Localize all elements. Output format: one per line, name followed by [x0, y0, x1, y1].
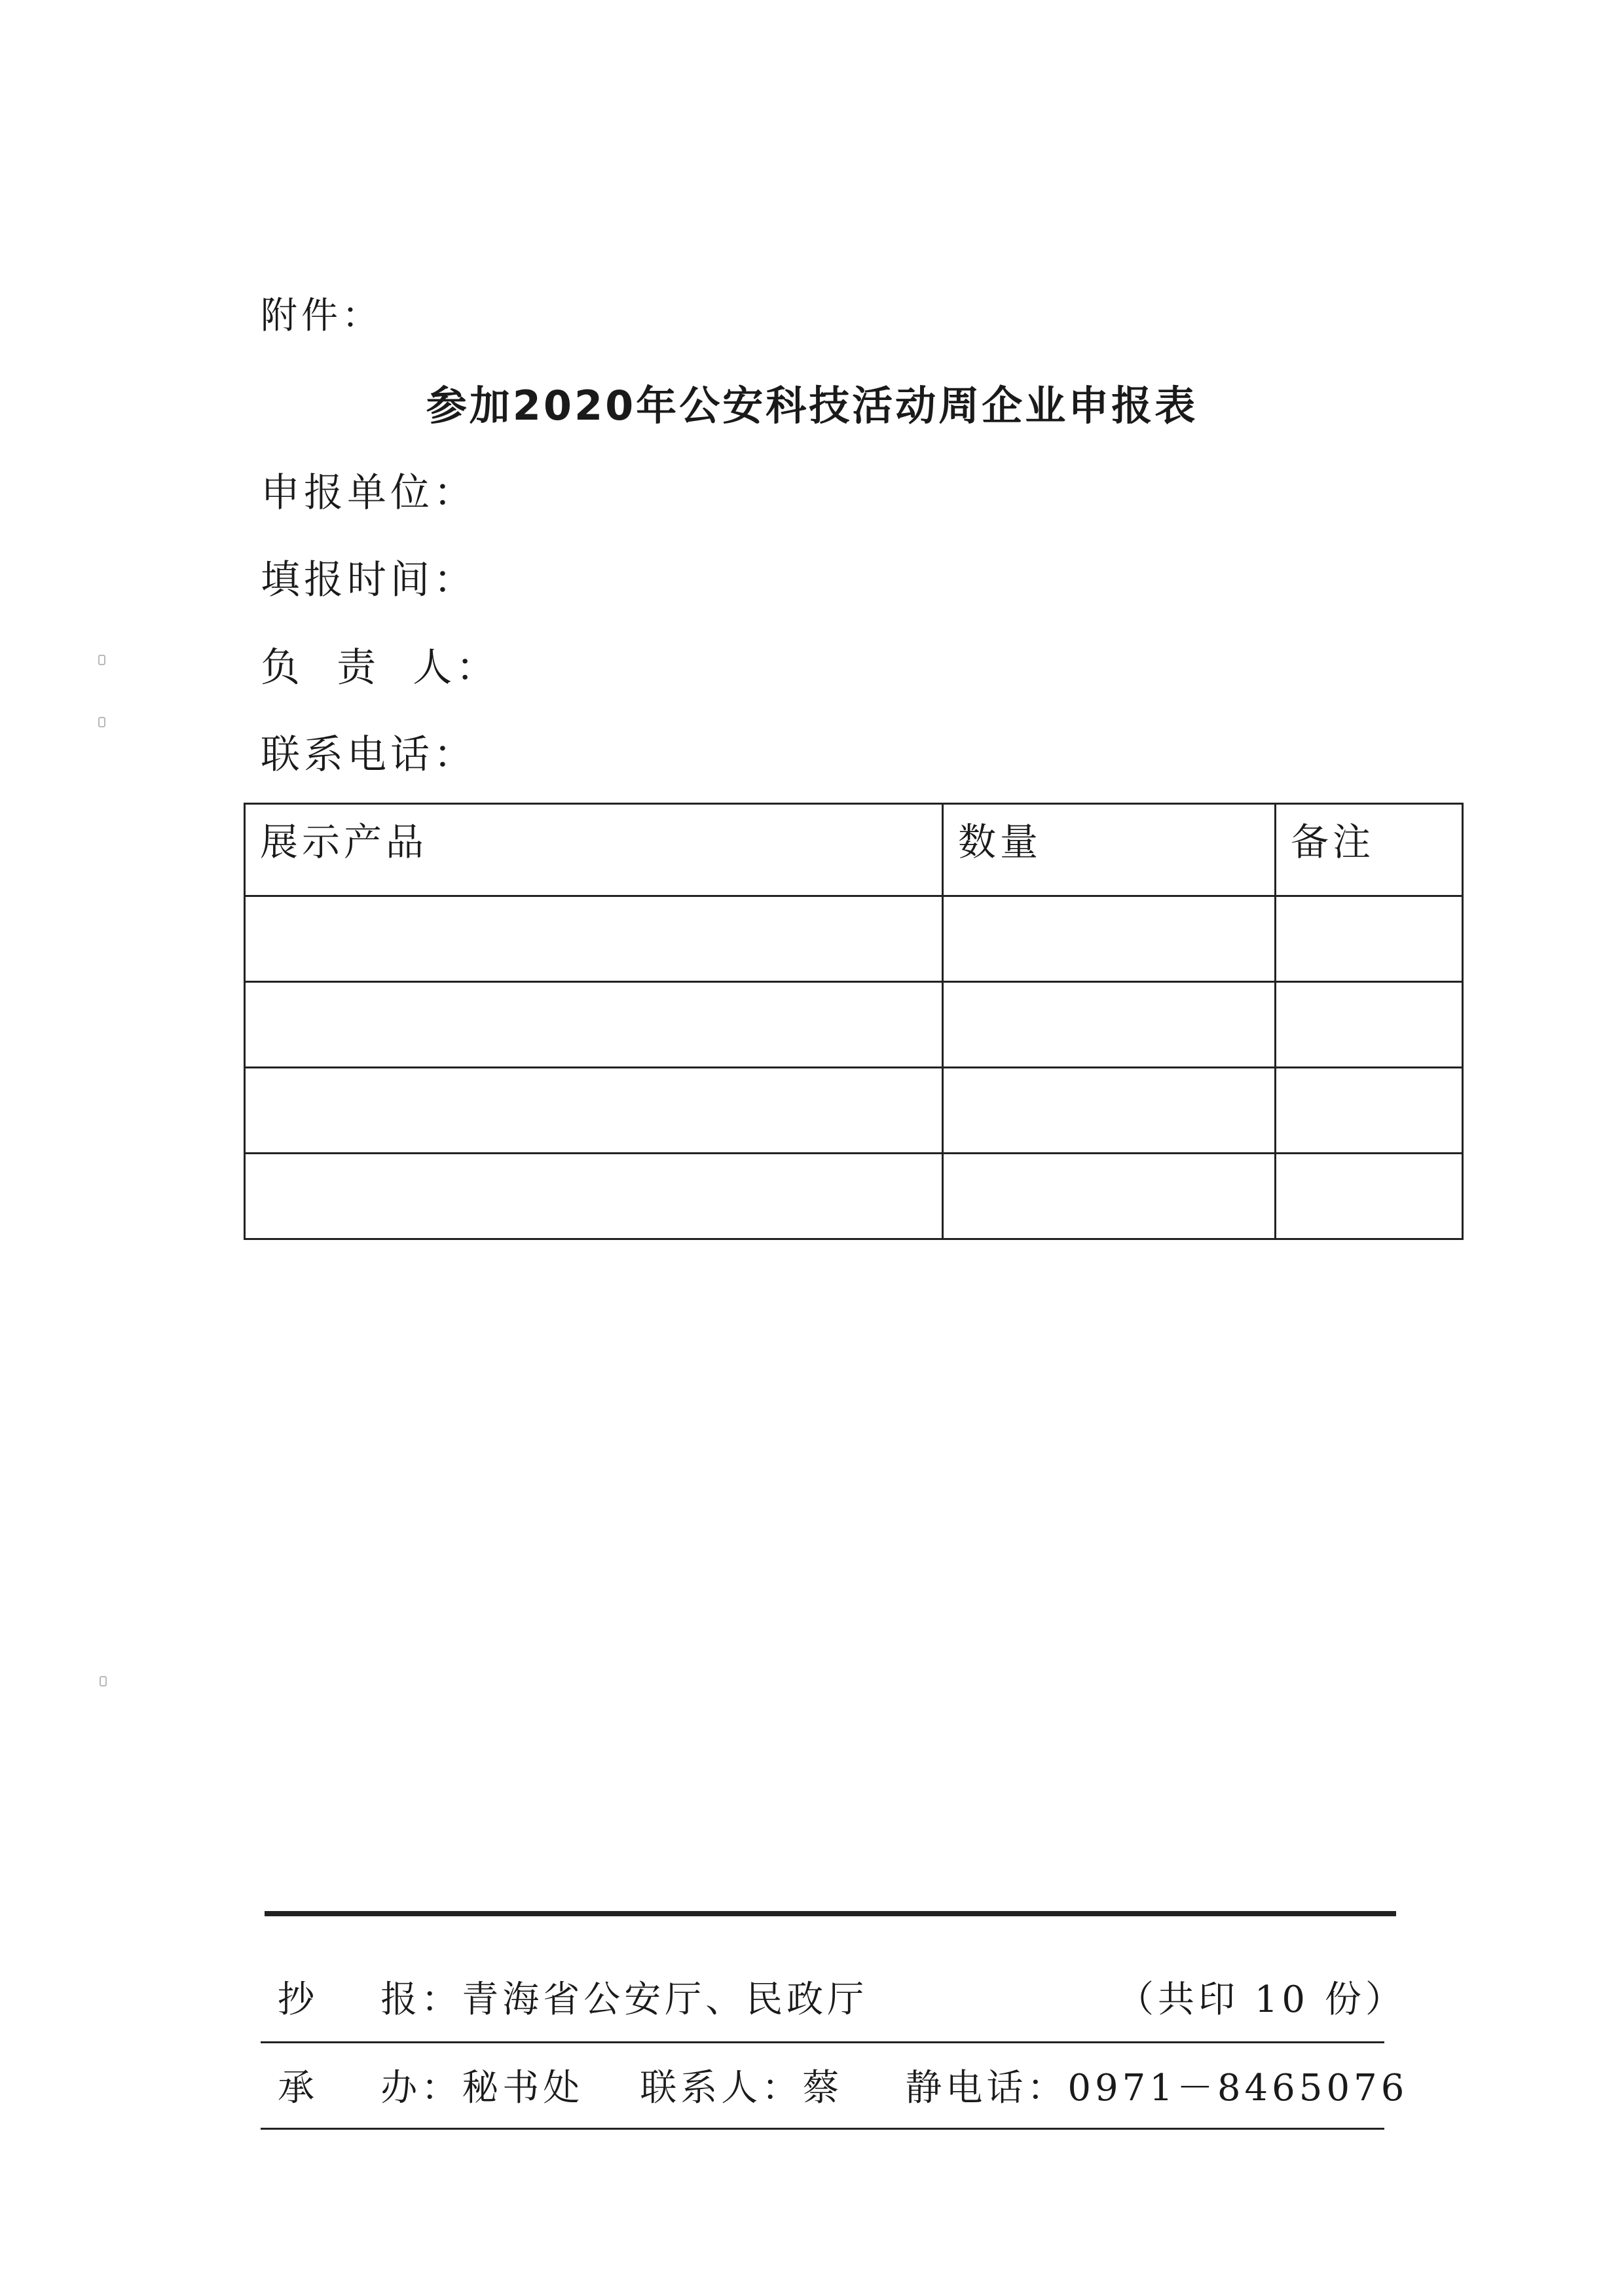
- table-cell: [1276, 982, 1463, 1068]
- header-product: 展示产品: [245, 804, 943, 896]
- table-cell: [943, 982, 1276, 1068]
- field-contact-phone: 联系电话：: [261, 732, 477, 778]
- footer-divider: [261, 2128, 1384, 2130]
- attachment-label: 附件：: [261, 295, 382, 337]
- table-cell: [943, 1154, 1276, 1239]
- scan-artifact: [100, 1676, 107, 1686]
- table-cell: [245, 1154, 943, 1239]
- product-table: [244, 803, 1464, 1240]
- table-row: [245, 1068, 1463, 1154]
- scan-artifact: [98, 717, 105, 727]
- footer-handler-line: [278, 2059, 1408, 2111]
- table-cell: [245, 982, 943, 1068]
- cc-label: 抄 报：: [278, 1978, 462, 2021]
- field-fill-date: 填报时间：: [261, 557, 477, 603]
- table-row: [245, 1154, 1463, 1239]
- table-cell: [1276, 896, 1463, 982]
- contact-label: 联系人：: [640, 2067, 803, 2109]
- header-remarks: 备注: [1276, 804, 1463, 896]
- handler-value: 秘书处: [462, 2067, 584, 2109]
- handler-label: 承 办：: [278, 2067, 462, 2109]
- table-cell: [245, 896, 943, 982]
- header-quantity: 数量: [943, 804, 1276, 896]
- table-header-row: [245, 804, 1463, 896]
- table-cell: [943, 1068, 1276, 1154]
- phone-value: 0971－8465076: [1067, 2067, 1409, 2109]
- contact-name: 蔡 静: [802, 2067, 946, 2109]
- scan-artifact: [98, 655, 105, 665]
- table-row: [245, 896, 1463, 982]
- table-cell: [943, 896, 1276, 982]
- table-cell: [1276, 1068, 1463, 1154]
- document-title: 参加2020年公安科技活动周企业申报表: [426, 382, 1198, 429]
- footer-divider: [261, 2041, 1384, 2043]
- footer-divider-thick: [265, 1911, 1396, 1916]
- field-applicant-unit: 申报单位：: [261, 470, 477, 516]
- phone-label: 电话：: [946, 2067, 1068, 2109]
- cc-value: 青海省公安厅、民政厅: [462, 1978, 868, 2021]
- table-row: [245, 982, 1463, 1068]
- footer-cc-line: [278, 1971, 868, 2023]
- copies-count: （共印 10 份）: [1117, 1978, 1406, 2021]
- table-cell: [1276, 1154, 1463, 1239]
- table-cell: [245, 1068, 943, 1154]
- field-person-in-charge: 负 责 人：: [261, 645, 500, 691]
